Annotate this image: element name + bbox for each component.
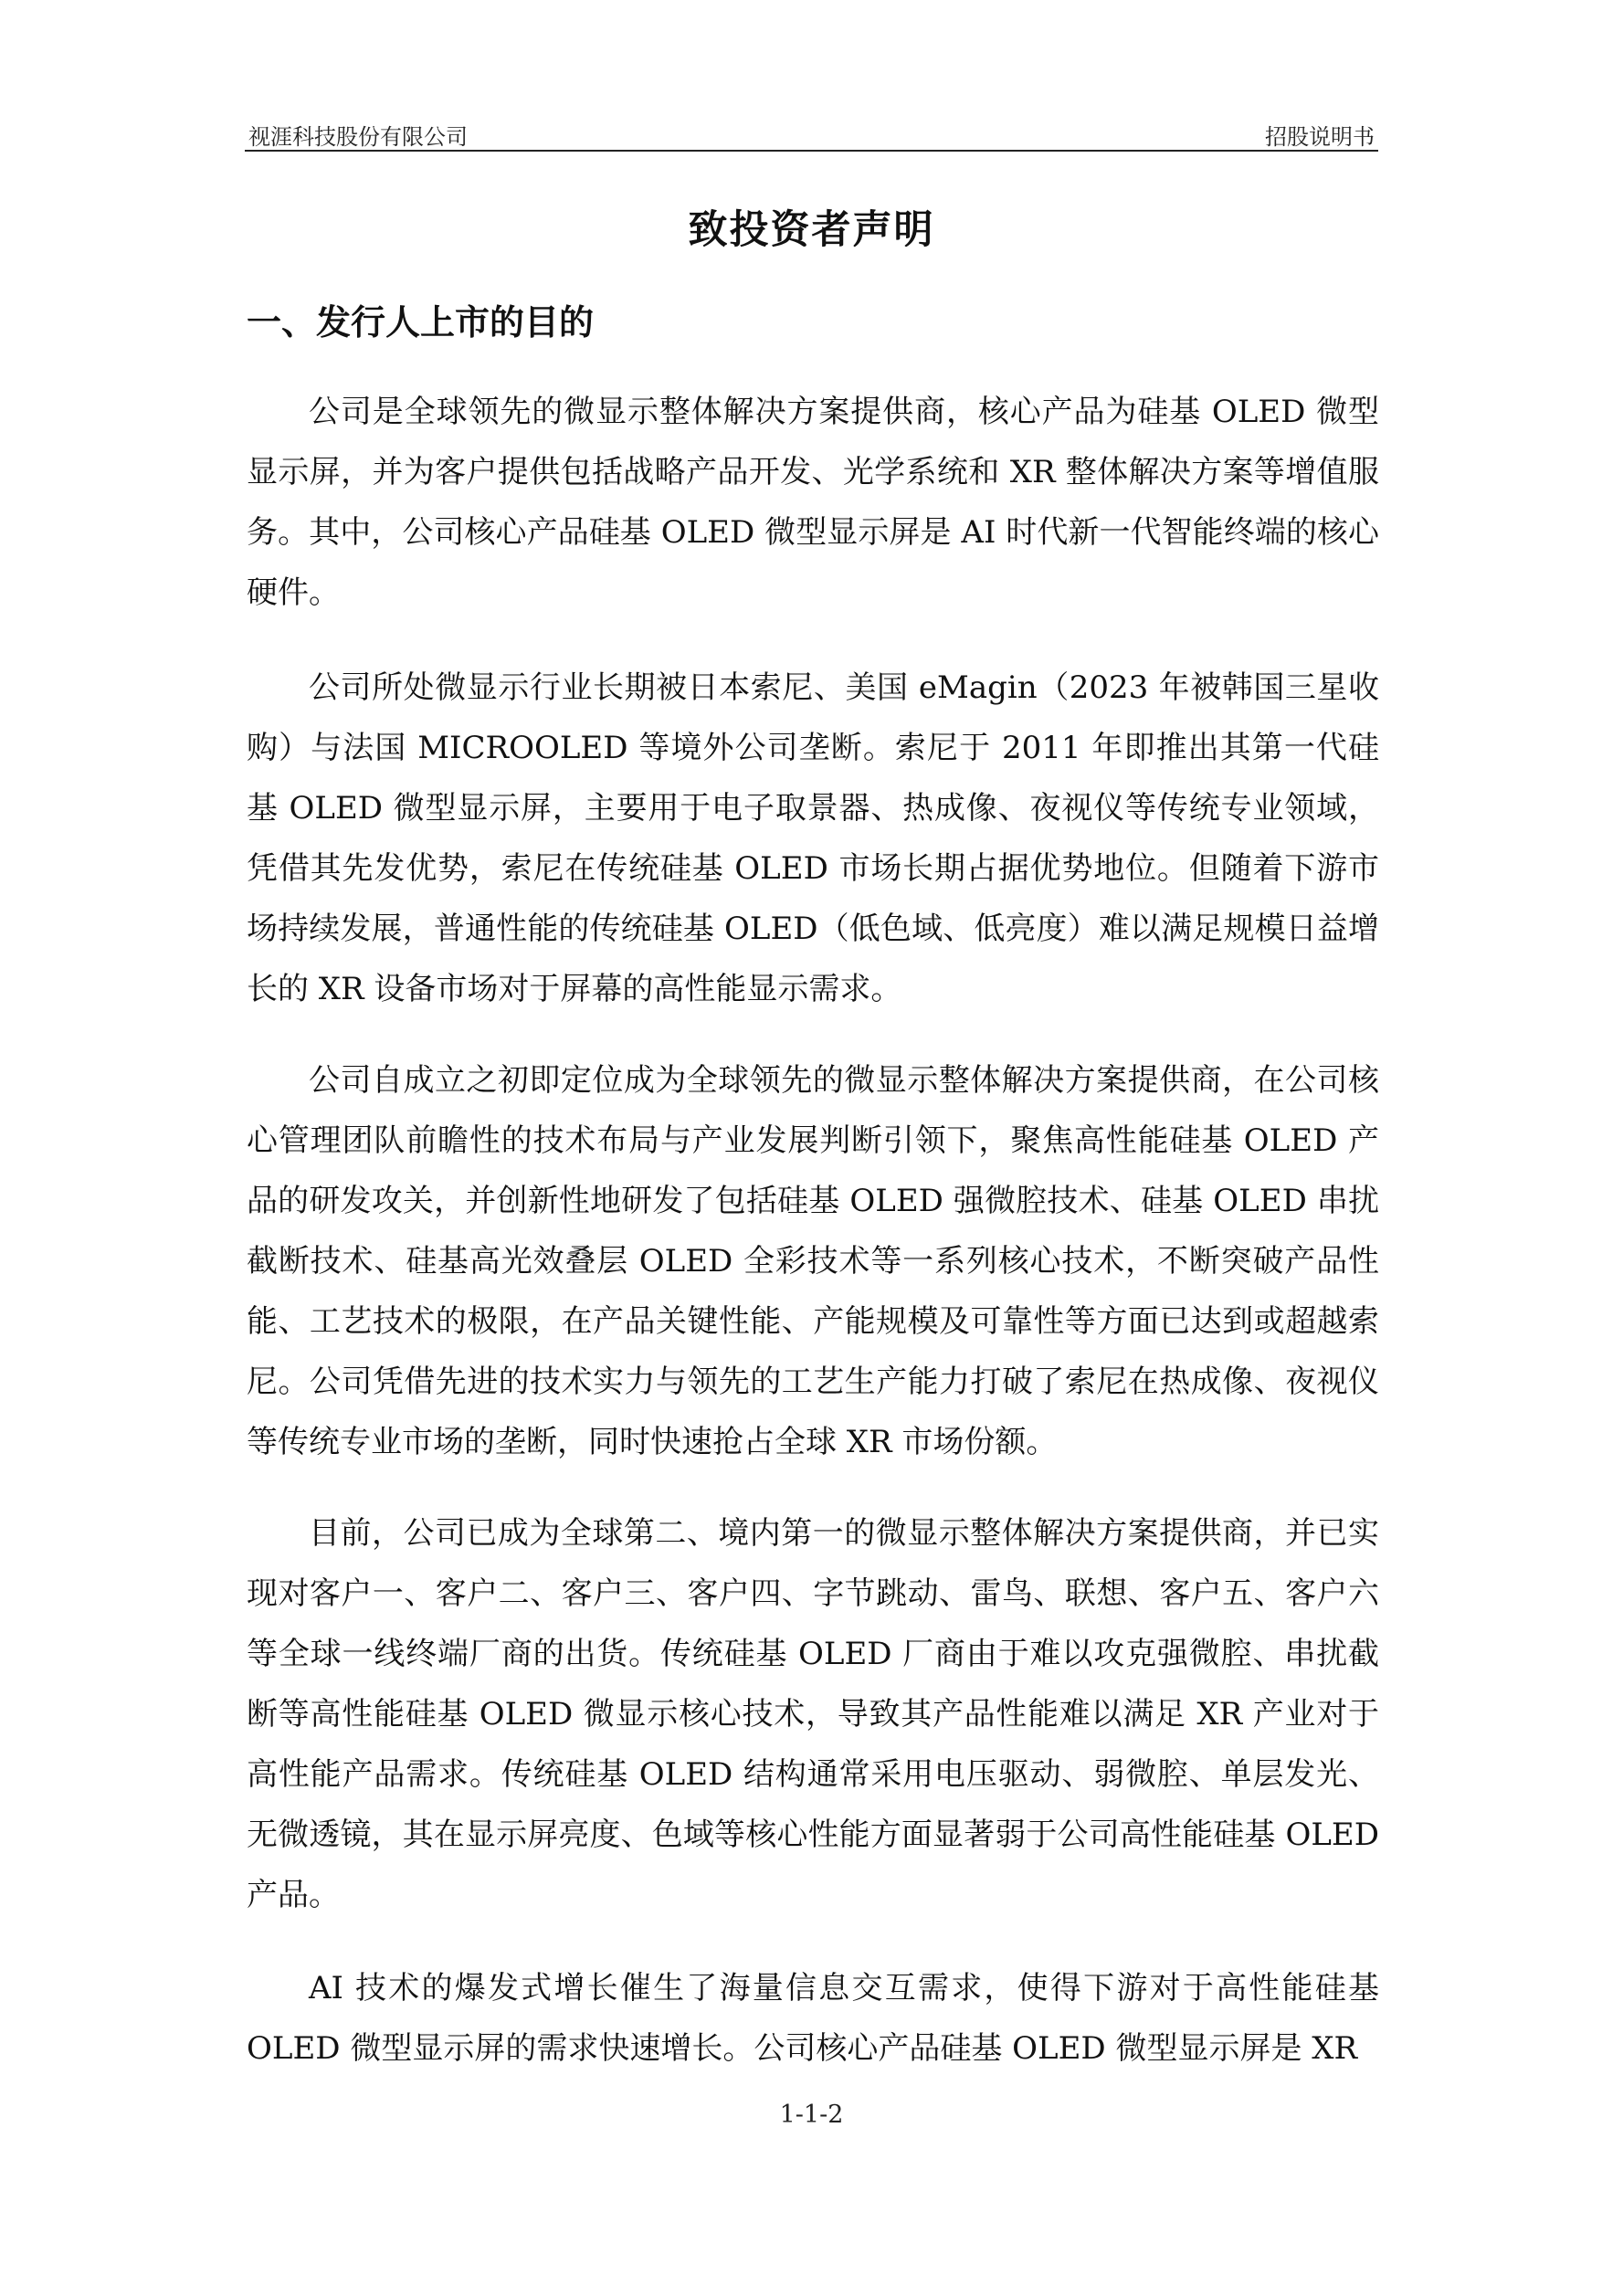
body-paragraph: AI 技术的爆发式增长催生了海量信息交互需求，使得下游对于高性能硅基 OLED 微型显示屏的需求快速增长。公司核心产品硅基 OLED 微型显示屏是 XR <box>247 1970 1379 2067</box>
body-paragraph: 公司是全球领先的微显示整体解决方案提供商，核心产品为硅基 OLED 微型显示屏，并为客户提供包括战略产品开发、光学系统和 XR 整体解决方案等增值服务。其中，公司核心产品硅基 OLED 微型显示屏是 AI 时代新一代智能终端的核心硬件。 <box>247 394 1379 611</box>
header-company-name: 视涯科技股份有限公司 <box>248 124 468 150</box>
body-paragraph: 目前，公司已成为全球第二、境内第一的微显示整体解决方案提供商，并已实现对客户一、客户二、客户三、客户四、字节跳动、雷鸟、联想、客户五、客户六等全球一线终端厂商的出货。传统硅基 OLED 厂商由于难以攻克强微腔、串扰截断等高性能硅基 OLED 微显示核心技术，导致其产品性能难以满足 XR 产业对于高性能产品需求。传统硅基 OLED 结构通常采用电压驱动、弱微腔、单层发光、无微透镜，其在显示屏亮度、色域等核心性能方面显著弱于公司高性能硅基 OLED 产品。 <box>247 1515 1379 1913</box>
body-paragraph: 公司自成立之初即定位成为全球领先的微显示整体解决方案提供商，在公司核心管理团队前瞻性的技术布局与产业发展判断引领下，聚焦高性能硅基 OLED 产品的研发攻关，并创新性地研发了包括硅基 OLED 强微腔技术、硅基 OLED 串扰截断技术、硅基高光效叠层 OLED 全彩技术等一系列核心技术，不断突破产品性能、工艺技术的极限，在产品关键性能、产能规模及可靠性等方面已达到或超越索尼。公司凭借先进的技术实力与领先的工艺生产能力打破了索尼在热成像、夜视仪等传统专业市场的垄断，同时快速抢占全球 XR 市场份额。 <box>247 1062 1379 1460</box>
page-header <box>245 111 1378 152</box>
page-title: 致投资者声明 <box>688 207 935 253</box>
body-paragraph: 公司所处微显示行业长期被日本索尼、美国 eMagin（2023 年被韩国三星收购）与法国 MICROOLED 等境外公司垄断。索尼于 2011 年即推出其第一代硅基 OLED 微型显示屏，主要用于电子取景器、热成像、夜视仪等传统专业领域，凭借其先发优势，索尼在传统硅基 OLED 市场长期占据优势地位。但随着下游市场持续发展，普通性能的传统硅基 OLED（低色域、低亮度）难以满足规模日益增长的 XR 设备市场对于屏幕的高性能显示需求。 <box>247 669 1379 1007</box>
section-heading: 一、发行人上市的目的 <box>247 302 595 342</box>
header-document-type: 招股说明书 <box>1265 124 1375 150</box>
page-number: 1-1-2 <box>779 2101 844 2129</box>
